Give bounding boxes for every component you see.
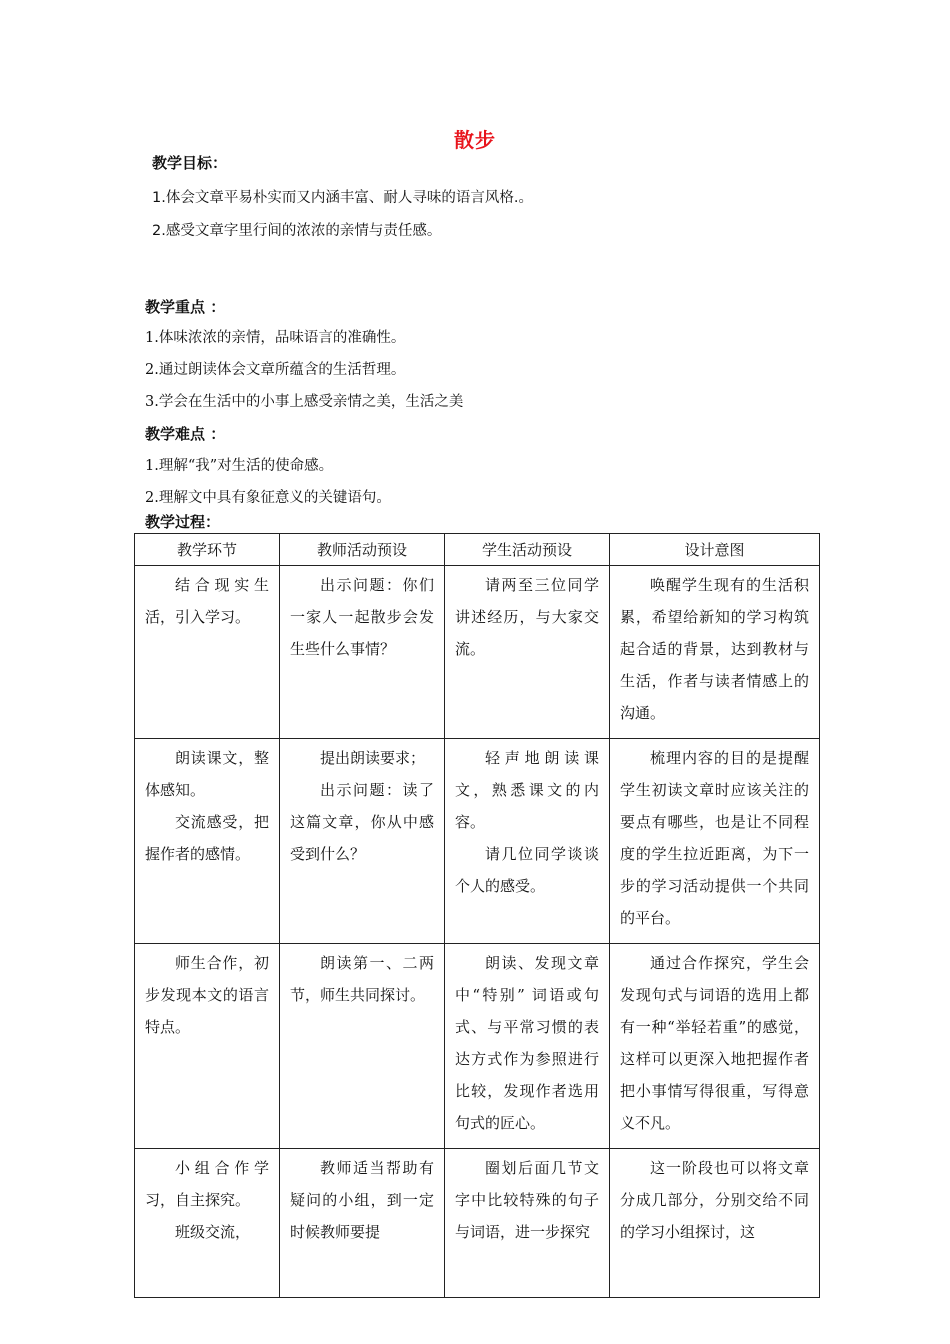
column-header: 设计意图 — [610, 534, 820, 566]
table-cell — [135, 566, 280, 739]
key-point-item-1: 1.体味浓浓的亲情，品味语言的准确性。 — [145, 330, 406, 346]
cell-paragraph: 请两至三位同学讲述经历，与大家交流。 — [455, 576, 599, 658]
table-cell — [135, 1149, 280, 1298]
cell-paragraph: 教师适当帮助有疑问的小组，到一定时候教师要提 — [290, 1159, 434, 1241]
goals-heading: 教学目标： — [152, 154, 228, 172]
column-header: 教师活动预设 — [280, 534, 445, 566]
column-header: 教学环节 — [135, 534, 280, 566]
table-cell — [280, 1149, 445, 1298]
table-row — [135, 739, 820, 944]
cell-paragraph: 小组合作学习，自主探究。 — [145, 1159, 269, 1209]
table-cell — [135, 944, 280, 1149]
difficulties-heading: 教学难点 ： — [145, 425, 226, 443]
difficulty-item-1: 1.理解“我”对生活的使命感。 — [145, 458, 334, 474]
table-row — [135, 566, 820, 739]
table-cell — [445, 1149, 610, 1298]
table-row — [135, 944, 820, 1149]
column-header: 学生活动预设 — [445, 534, 610, 566]
process-heading: 教学过程： — [145, 513, 221, 531]
goal-item-2: 2.感受文章字里行间的浓浓的亲情与责任感。 — [152, 223, 442, 239]
table-cell — [445, 739, 610, 944]
table-cell — [445, 944, 610, 1149]
cell-paragraph: 唤醒学生现有的生活积累，希望给新知的学习构筑起合适的背景，达到教材与生活，作者与读者情感上的沟通。 — [620, 576, 809, 722]
cell-paragraph: 朗读第一、二两节，师生共同探讨。 — [290, 954, 434, 1004]
table-cell — [280, 944, 445, 1149]
goal-item-1: 1.体会文章平易朴实而又内涵丰富、耐人寻味的语言风格.。 — [152, 190, 533, 206]
key-point-item-3: 3.学会在生活中的小事上感受亲情之美，生活之美 — [145, 394, 464, 410]
cell-paragraph: 圈划后面几节文字中比较特殊的句子与词语，进一步探究 — [455, 1159, 599, 1241]
table-cell — [280, 739, 445, 944]
cell-paragraph: 师生合作，初步发现本文的语言特点。 — [145, 954, 269, 1036]
table-cell — [445, 566, 610, 739]
table-header-row — [135, 534, 820, 566]
cell-paragraph: 轻声地朗读课文，熟悉课文的内容。 — [455, 749, 599, 831]
process-table — [134, 533, 820, 1298]
page-title: 散步 — [454, 128, 496, 152]
cell-paragraph: 班级交流， — [175, 1223, 251, 1241]
cell-paragraph: 结合现实生活，引入学习。 — [145, 576, 269, 626]
key-point-item-2: 2.通过朗读体会文章所蕴含的生活哲理。 — [145, 362, 406, 378]
table-row — [135, 1149, 820, 1298]
cell-paragraph: 通过合作探究，学生会发现句式与词语的选用上都有一种“举轻若重”的感觉，这样可以更深入地把握作者把小事情写得很重，写得意义不凡。 — [620, 954, 809, 1132]
difficulty-item-2: 2.理解文中具有象征意义的关键语句。 — [145, 490, 391, 506]
table-cell — [610, 944, 820, 1149]
cell-paragraph: 请几位同学谈谈个人的感受。 — [455, 845, 599, 895]
table-cell — [610, 739, 820, 944]
cell-paragraph: 出示问题：读了这篇文章，你从中感受到什么？ — [290, 781, 434, 863]
table-cell — [610, 1149, 820, 1298]
cell-paragraph: 朗读课文，整体感知。 — [145, 749, 269, 799]
table-cell — [610, 566, 820, 739]
cell-paragraph: 朗读、发现文章中“特别” 词语或句式、与平常习惯的表达方式作为参照进行比较，发现作者选用句式的匠心。 — [455, 954, 599, 1132]
key-points-heading: 教学重点 ： — [145, 298, 226, 316]
table-cell — [280, 566, 445, 739]
cell-paragraph: 交流感受，把握作者的感情。 — [145, 813, 269, 863]
cell-paragraph: 梳理内容的目的是提醒学生初读文章时应该关注的要点有哪些，也是让不同程度的学生拉近距离，为下一步的学习活动提供一个共同的平台。 — [620, 749, 809, 927]
cell-paragraph: 提出朗读要求； — [320, 749, 426, 767]
table-cell — [135, 739, 280, 944]
cell-paragraph: 这一阶段也可以将文章分成几部分，分别交给不同的学习小组探讨，这 — [620, 1159, 809, 1241]
cell-paragraph: 出示问题：你们一家人一起散步会发生些什么事情？ — [290, 576, 434, 658]
